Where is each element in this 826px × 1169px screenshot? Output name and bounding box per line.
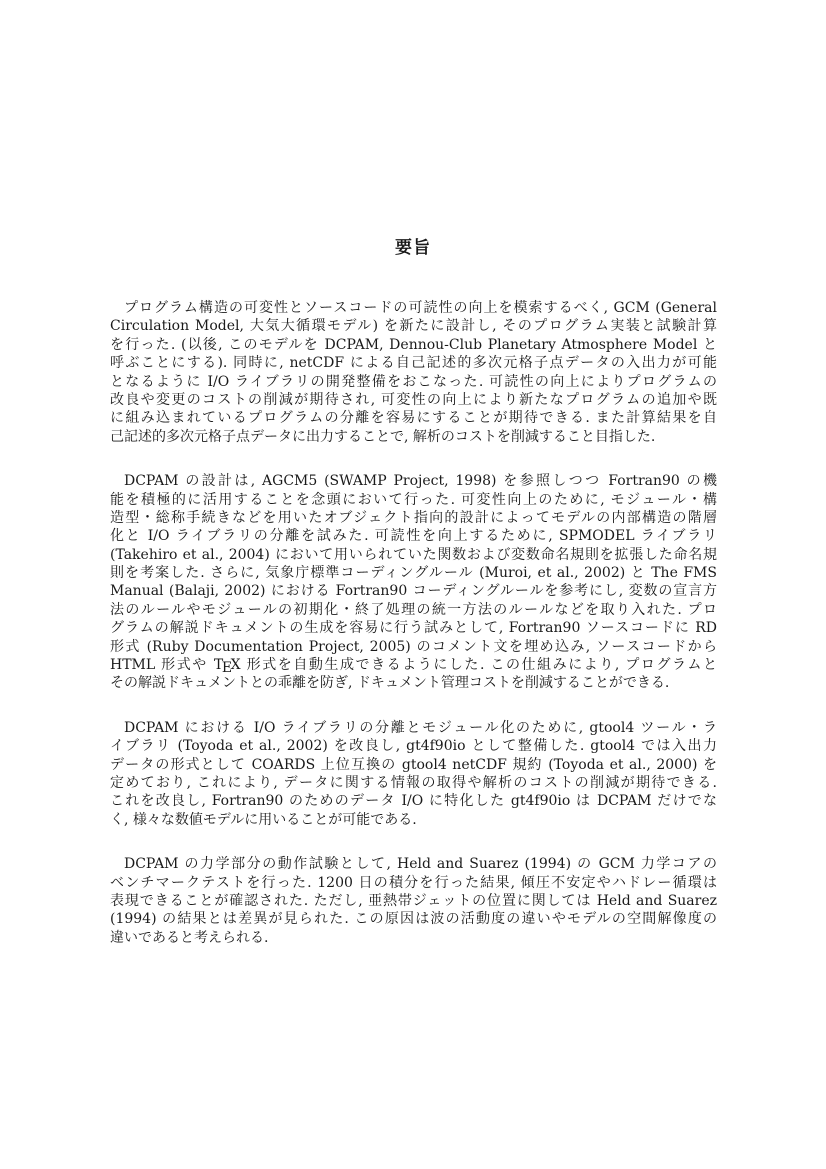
text-line: 己記述的多次元格子点データに出力することで, 解析のコストを削減すること目指した. <box>110 428 656 445</box>
text-line: く, 様々な数値モデルに用いることが可能である. <box>110 811 417 828</box>
text-line: 能を積極的に活用することを念頭において行った. 可変性向上のために, モジュール・構 <box>110 491 717 508</box>
text-line: 法のルールやモジュールの初期化・終了処理の統一方法のルールなどを取り入れた. プロ <box>110 601 717 618</box>
text-line: 化と I/O ライブラリの分離を試みた. 可読性を向上するために, SPMODEL ライブラリ <box>110 528 717 545</box>
text-line: Manual (Balaji, 2002) における Fortran90 コーディングルールを参考にし, 変数の宣言方 <box>110 583 717 600</box>
abstract-paragraph <box>110 299 717 446</box>
text-line: これを改良し, Fortran90 のためのデータ I/O に特化した gt4f90io は DCPAM だけでな <box>110 793 717 810</box>
text-line: 形式 (Ruby Documentation Project, 2005) のコメント文を埋め込み, ソースコードから <box>110 638 717 655</box>
text-line: プログラム構造の可変性とソースコードの可読性の向上を模索するべく, GCM (General <box>124 300 717 316</box>
text-line: 表現できることが確認された. ただし, 亜熱帯ジェットの位置に関しては Held and Suarez <box>110 892 717 909</box>
text-line: その解説ドキュメントとの乖離を防ぎ, ドキュメント管理コストを削減することができる. <box>110 675 670 692</box>
text-line: 呼ぶことにする). 同時に, netCDF による自己記述的多次元格子点データの入出力が可能 <box>110 355 717 372</box>
text-line: となるように I/O ライブラリの開発整備をおこなった. 可読性の向上によりプログラムの <box>110 373 717 390</box>
text-line: イブラリ (Toyoda et al., 2002) を改良し, gt4f90io として整備した. gtool4 では入出力 <box>110 738 717 755</box>
text-line: (1994) の結果とは差異が見られた. この原因は波の活動度の違いやモデルの空間解像度の <box>110 911 717 928</box>
text-line: データの形式として COARDS 上位互換の gtool4 netCDF 規約 (Toyoda et al., 2000) を <box>110 756 717 773</box>
abstract-body <box>110 299 717 973</box>
text-line: DCPAM における I/O ライブラリの分離とモジュール化のために, gtool4 ツール・ラ <box>124 719 717 736</box>
text-line: 違いであると考えられる. <box>110 929 269 946</box>
text-line: 則を考案した. さらに, 気象庁標準コーディングルール (Muroi, et al., 2002) と The FMS <box>110 565 717 582</box>
abstract-paragraph <box>110 719 717 829</box>
text-line: 造型・総称手続きなどを用いたオブジェクト指向的設計によってモデルの内部構造の階層 <box>110 509 717 526</box>
text-line: DCPAM の力学部分の動作試験として, Held and Suarez (1994) の GCM 力学コアの <box>124 856 717 873</box>
tex-logo-e: E <box>221 660 233 675</box>
text-line: 定めており, これにより, データに関する情報の取得や解析のコストの削減が期待できる. <box>110 774 717 791</box>
text-line: DCPAM の設計は, AGCM5 (SWAMP Project, 1998) を参照しつつ Fortran90 の機 <box>124 473 717 490</box>
text-line: に組み込まれているプログラムの分離を容易にすることが期待できる. また計算結果を自 <box>110 410 717 427</box>
text-line: HTML 形式や TEX 形式を自動生成できるようにした. この仕組みにより, プログラムと <box>110 656 717 674</box>
abstract-heading: 要旨 <box>395 238 431 258</box>
text-line: グラムの解説ドキュメントの生成を容易に行う試みとして, Fortran90 ソースコードに RD <box>110 620 717 637</box>
text-line: Circulation Model, 大気大循環モデル) を新たに設計し, そのプログラム実装と試験計算 <box>110 318 717 335</box>
text-line: 改良や変更のコストの削減が期待され, 可変性の向上により新たなプログラムの追加や既 <box>110 391 717 408</box>
abstract-paragraph <box>110 855 717 947</box>
text-line: ベンチマークテストを行った. 1200 日の積分を行った結果, 傾圧不安定やハドレー循環は <box>110 874 717 891</box>
text-line: (Takehiro et al., 2004) において用いられていた関数および変数命名規則を拡張した命名規 <box>110 546 717 563</box>
text-line: を行った. (以後, このモデルを DCPAM, Dennou-Club Planetary Atmosphere Model と <box>110 336 717 353</box>
abstract-paragraph <box>110 472 717 693</box>
